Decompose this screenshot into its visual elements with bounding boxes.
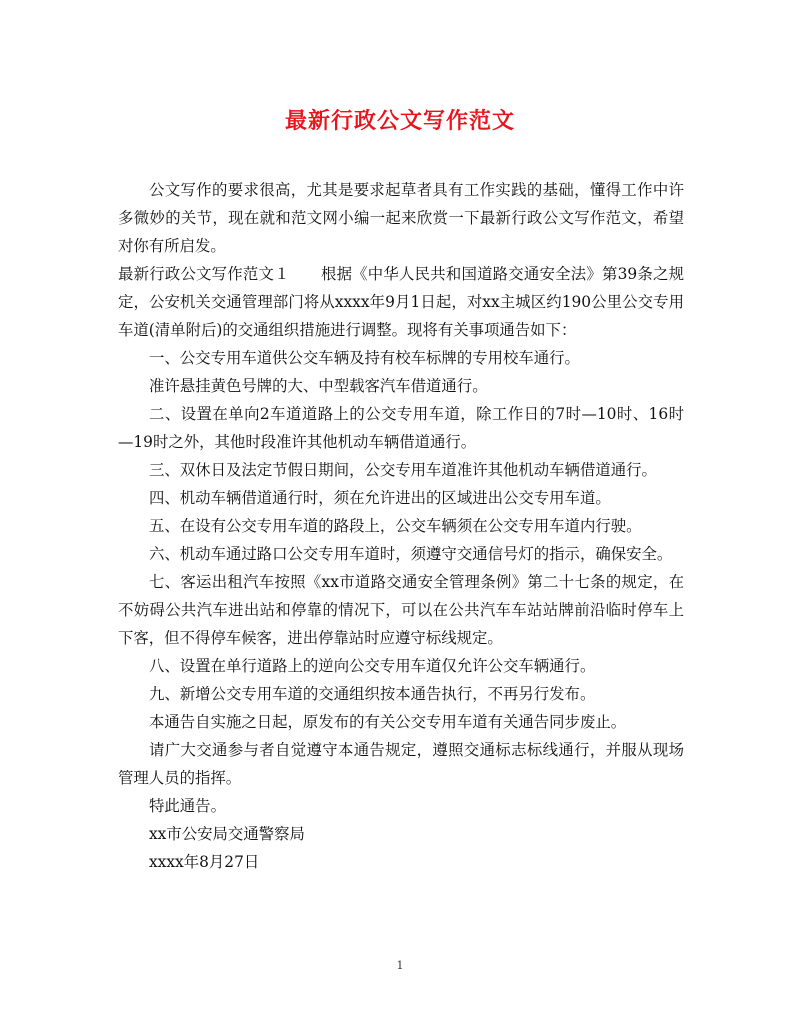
date-line: xxxx年8月27日 xyxy=(149,853,260,871)
closing-paragraph: 特此通告。 xyxy=(149,797,226,815)
document-title: 最新行政公文写作范文 xyxy=(284,108,515,134)
issuer-line: xx市公安局交通警察局 xyxy=(149,825,305,843)
item-5-paragraph: 五、在设有公交专用车道的路段上，公交车辆须在公交专用车道内行驶。 xyxy=(149,517,642,535)
sample-1-opening-paragraph: 最新行政公文写作范文１ 根据《中华人民共和国道路交通安全法》第39条之规定，公安机关交通管理部门将从xxxx年9月1日起，对xx主城区约190公里公交专用车道(清单附后)的交通组织措施进行调整。现将有关事项通告如下： xyxy=(118,265,684,339)
item-2-paragraph: 二、设置在单向2车道道路上的公交专用车道，除工作日的7时—10时、16时—19时之外，其他时段准许其他机动车辆借道通行。 xyxy=(118,405,684,451)
document-body xyxy=(118,176,684,876)
page-number: 1 xyxy=(396,959,404,972)
item-3-paragraph: 三、双休日及法定节假日期间，公交专用车道准许其他机动车辆借道通行。 xyxy=(149,461,657,479)
item-8-paragraph: 八、设置在单行道路上的逆向公交专用车道仅允许公交车辆通行。 xyxy=(149,657,596,675)
intro-paragraph: 公文写作的要求很高，尤其是要求起草者具有工作实践的基础，懂得工作中许多微妙的关节，现在就和范文网小编一起来欣赏一下最新行政公文写作范文，希望对你有所启发。 xyxy=(118,181,684,255)
item-6-paragraph: 六、机动车通过路口公交专用车道时，须遵守交通信号灯的指示，确保安全。 xyxy=(149,545,673,563)
item-9-paragraph: 九、新增公交专用车道的交通组织按本通告执行，不再另行发布。 xyxy=(149,685,596,703)
item-1-paragraph: 一、公交专用车道供公交车辆及持有校车标牌的专用校车通行。 xyxy=(149,349,580,367)
compliance-paragraph: 请广大交通参与者自觉遵守本通告规定，遵照交通标志标线通行，并服从现场管理人员的指挥。 xyxy=(118,741,684,787)
effective-date-paragraph: 本通告自实施之日起，原发布的有关公交专用车道有关通告同步废止。 xyxy=(149,713,627,731)
item-4-paragraph: 四、机动车辆借道通行时，须在允许进出的区域进出公交专用车道。 xyxy=(149,489,611,507)
item-1-note-paragraph: 准许悬挂黄色号牌的大、中型载客汽车借道通行。 xyxy=(149,377,488,395)
item-7-paragraph: 七、客运出租汽车按照《xx市道路交通安全管理条例》第二十七条的规定，在不妨碍公共汽车进出站和停靠的情况下，可以在公共汽车车站站牌前沿临时停车上下客，但不得停车候客，进出停靠站时应遵守标线规定。 xyxy=(118,573,684,647)
